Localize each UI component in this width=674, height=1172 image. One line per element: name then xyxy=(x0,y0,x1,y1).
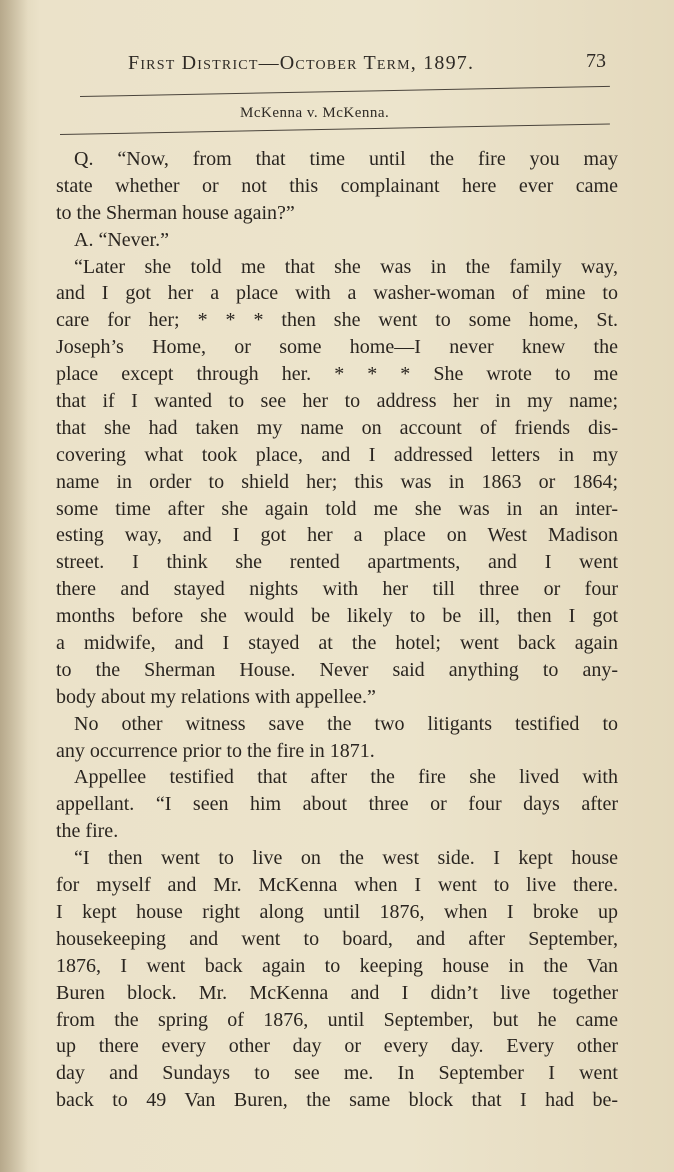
page-number: 73 xyxy=(586,50,606,72)
header-rule-top xyxy=(80,86,610,97)
text-line: some time after she again told me she was in an inter- xyxy=(56,497,618,520)
text-line: a midwife, and I stayed at the hotel; went back again xyxy=(56,632,618,655)
text-line: name in order to shield her; this was in 1863 or 1864; xyxy=(56,470,618,493)
text-line: that she had taken my name on account of friends dis- xyxy=(56,416,618,439)
text-line: A. “Never.” xyxy=(74,228,169,251)
text-line: to the Sherman house again?” xyxy=(56,201,295,224)
text-line: up there every other day or every day. Every other xyxy=(56,1035,618,1058)
text-line: day and Sundays to see me. In September I went xyxy=(56,1062,618,1085)
text-line: covering what took place, and I addressed letters in my xyxy=(56,443,618,466)
text-line: “Later she told me that she was in the family way, xyxy=(74,255,618,278)
text-line: street. I think she rented apartments, and I went xyxy=(56,551,618,574)
text-line: Q. “Now, from that time until the fire you may xyxy=(74,148,618,170)
text-line: from the spring of 1876, until September, but he came xyxy=(56,1008,618,1031)
case-title: McKenna v. McKenna. xyxy=(240,105,390,121)
text-line: “I then went to live on the west side. I kept house xyxy=(74,847,618,870)
running-head: First District—October Term, 1897. xyxy=(128,52,475,74)
text-line: state whether or not this complainant here ever came xyxy=(56,174,618,197)
text-line: appellant. “I seen him about three or four days after xyxy=(56,793,618,816)
text-line: months before she would be likely to be ill, then I got xyxy=(56,605,618,628)
text-line: for myself and Mr. McKenna when I went to live there. xyxy=(56,874,618,897)
text-line: the fire. xyxy=(56,820,119,843)
gutter-shadow xyxy=(0,0,28,1172)
text-line: any occurrence prior to the fire in 1871. xyxy=(56,739,375,762)
header-rule-bottom xyxy=(60,123,610,135)
text-line: I kept house right along until 1876, when I broke up xyxy=(56,900,618,923)
text-line: Joseph’s Home, or some home—I never knew the xyxy=(56,336,618,359)
text-line: care for her; * * * then she went to some home, St. xyxy=(56,309,618,332)
text-line: No other witness save the two litigants testified to xyxy=(74,712,618,735)
text-line: Appellee testified that after the fire she lived with xyxy=(74,766,618,789)
text-line: esting way, and I got her a place on West Madison xyxy=(56,524,618,547)
text-line: there and stayed nights with her till three or four xyxy=(56,578,618,601)
text-line: body about my relations with appellee.” xyxy=(56,685,376,708)
text-line: 1876, I went back again to keeping house in the Van xyxy=(56,954,618,977)
text-line: that if I wanted to see her to address her in my name; xyxy=(56,390,618,413)
text-line: and I got her a place with a washer-woman of mine to xyxy=(56,282,618,305)
text-line: to the Sherman House. Never said anything to any- xyxy=(56,658,618,681)
text-line: back to 49 Van Buren, the same block that I had be- xyxy=(56,1089,618,1112)
text-line: place except through her. * * * She wrote to me xyxy=(56,363,618,386)
text-line: housekeeping and went to board, and after September, xyxy=(56,927,618,950)
text-line: Buren block. Mr. McKenna and I didn’t live together xyxy=(56,981,618,1004)
body-text xyxy=(56,146,618,1114)
